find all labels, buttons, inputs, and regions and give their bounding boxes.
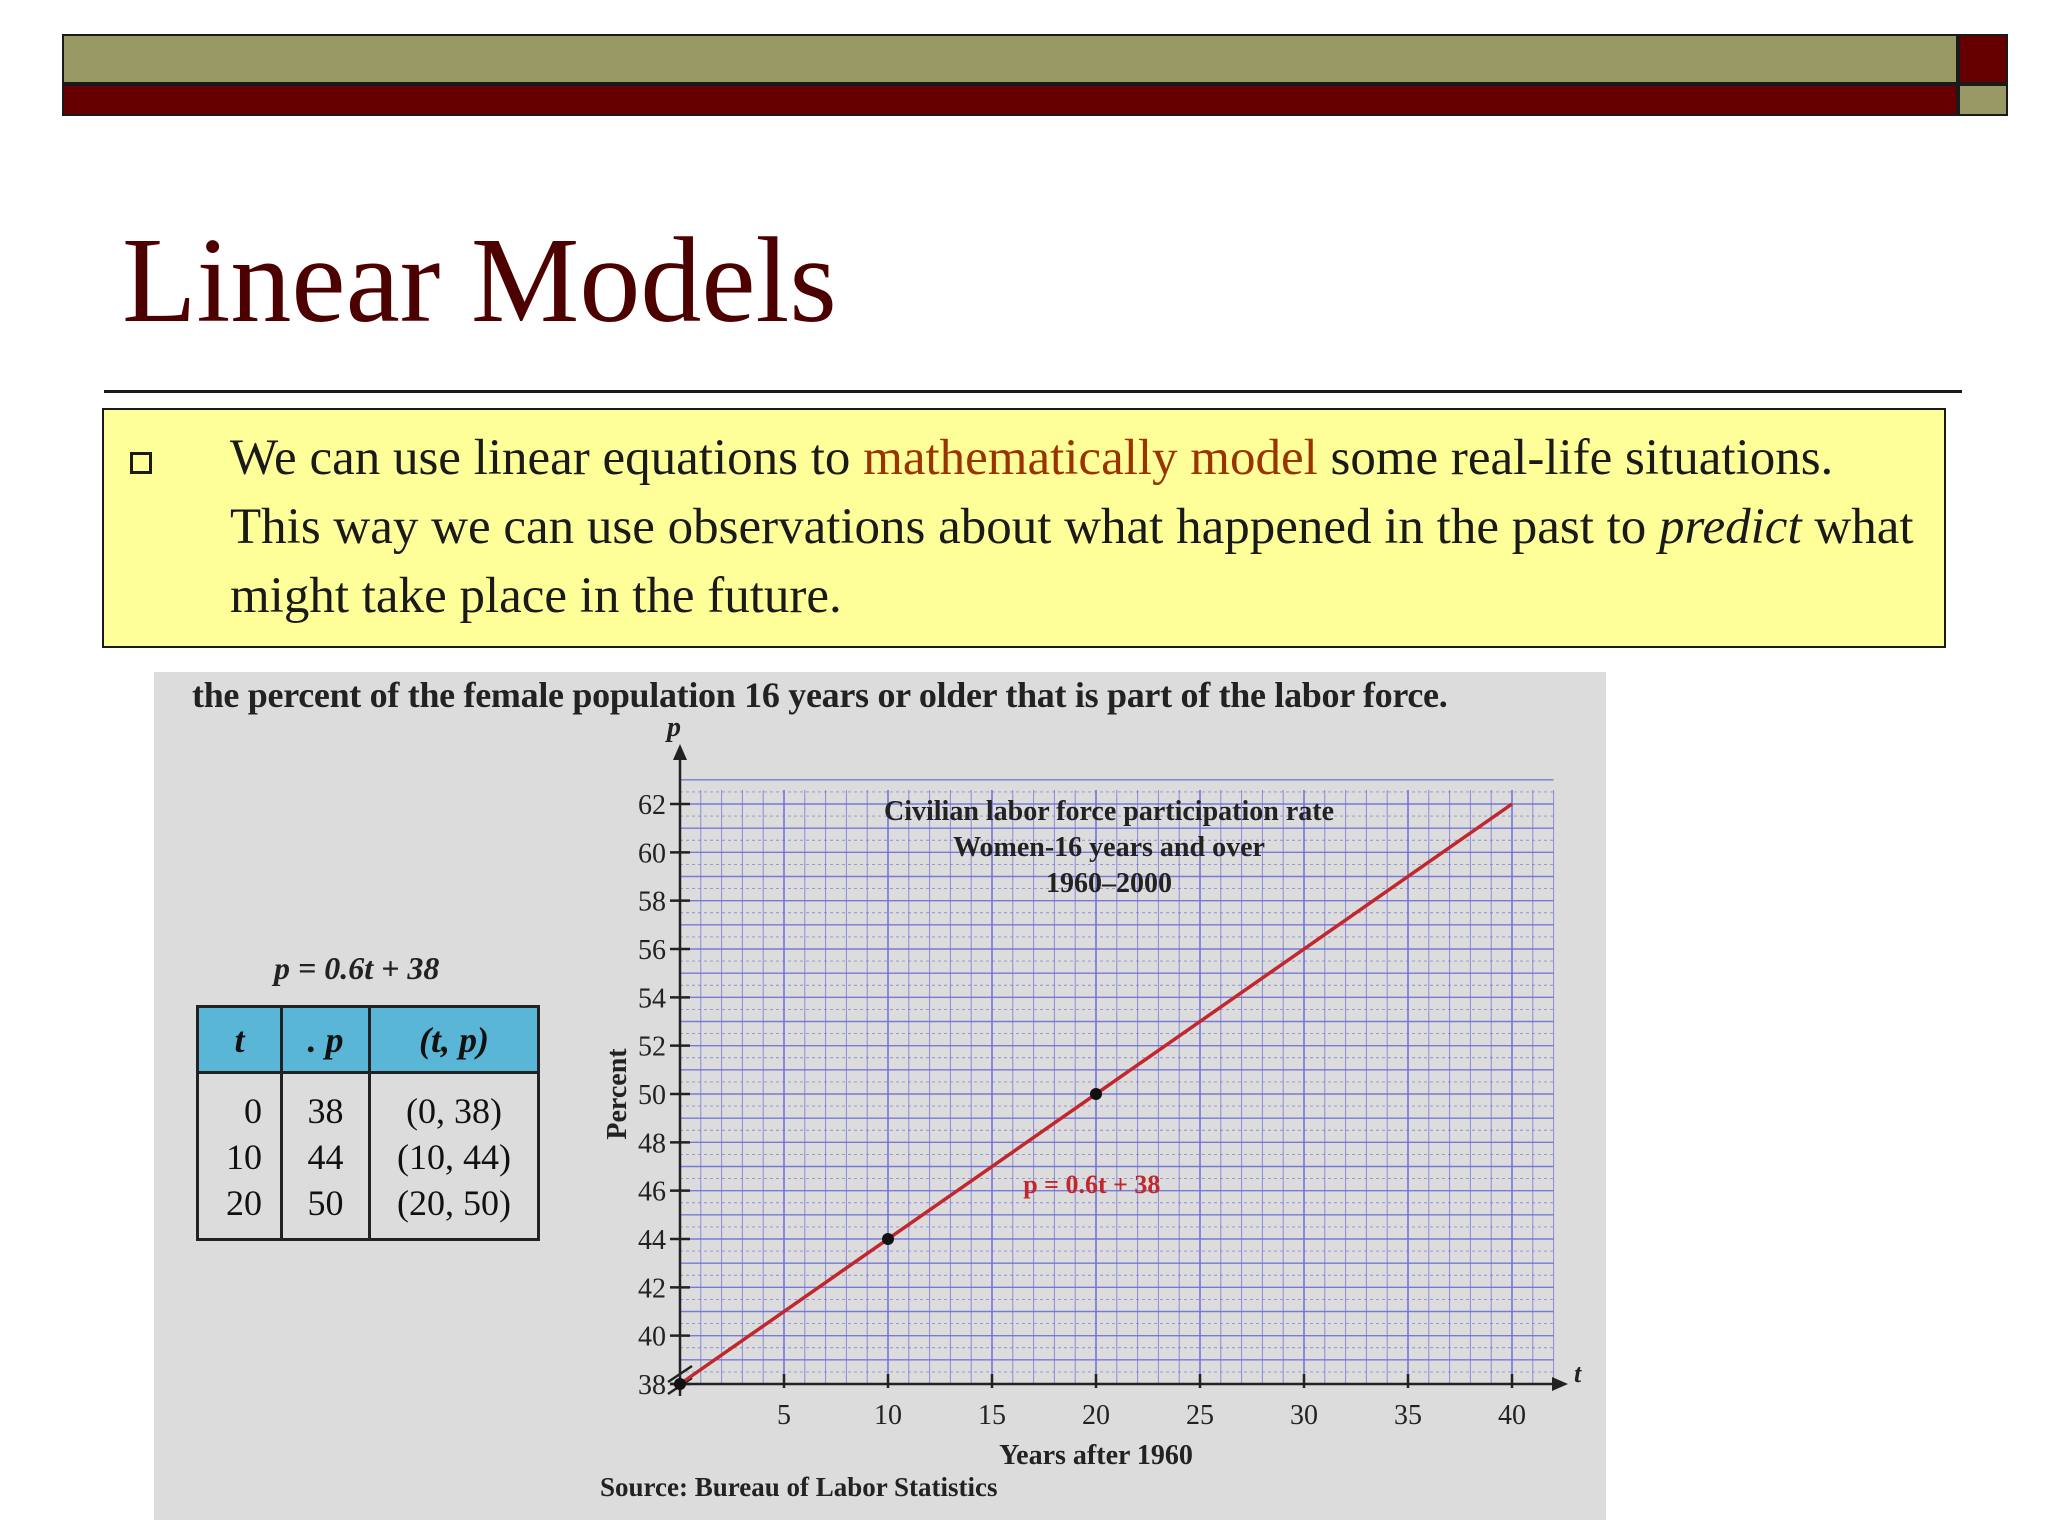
y-tick-label: 50 bbox=[638, 1080, 666, 1111]
y-axis-title: Percent bbox=[602, 1048, 633, 1140]
data-point bbox=[882, 1233, 894, 1245]
table-cell: (20, 50) bbox=[397, 1183, 511, 1223]
bullet-text-start: We can use linear equations to bbox=[230, 430, 864, 486]
table-cell: 44 bbox=[307, 1137, 344, 1177]
header-bar-olive bbox=[62, 34, 1958, 84]
chart-title-line: Civilian labor force participation rate bbox=[883, 796, 1335, 827]
line-chart bbox=[154, 672, 1606, 1520]
y-tick-label: 52 bbox=[638, 1031, 666, 1063]
hollow-square-bullet-icon bbox=[130, 452, 152, 474]
table-header-p: . p bbox=[282, 1007, 370, 1073]
bullet-callout bbox=[102, 408, 1946, 648]
y-tick-label: 56 bbox=[638, 935, 666, 966]
chart-title-line: 1960–2000 bbox=[1046, 868, 1172, 899]
y-tick-label: 60 bbox=[638, 838, 666, 870]
data-point bbox=[1090, 1088, 1102, 1100]
y-tick-label: 62 bbox=[638, 790, 666, 821]
header-corner-maroon bbox=[1958, 34, 2008, 84]
y-tick-label: 40 bbox=[638, 1321, 666, 1353]
table-header-t: t bbox=[198, 1007, 282, 1073]
x-tick-label: 35 bbox=[1394, 1400, 1422, 1431]
x-tick-label: 30 bbox=[1290, 1400, 1318, 1431]
textbook-figure bbox=[154, 672, 1606, 1520]
y-tick-label: 42 bbox=[638, 1273, 666, 1305]
y-axis-arrow bbox=[673, 744, 687, 760]
y-tick-label: 38 bbox=[638, 1370, 666, 1401]
x-tick-label: 25 bbox=[1186, 1400, 1214, 1431]
table-cell: 38 bbox=[307, 1091, 344, 1131]
y-tick-label: 46 bbox=[638, 1176, 666, 1208]
title-divider bbox=[104, 390, 1962, 393]
y-axis-variable: p bbox=[667, 712, 681, 743]
bullet-text-end: what might take place in the future. bbox=[230, 499, 1914, 624]
x-axis-arrow bbox=[1552, 1377, 1568, 1391]
line-label: p = 0.6t + 38 bbox=[1023, 1169, 1161, 1199]
table-cell: 0 bbox=[244, 1091, 262, 1131]
bullet-italic: predict bbox=[1659, 499, 1802, 555]
bullet-text-middle: some real-life situations. This way we can use observations about what happened in the past to bbox=[230, 430, 1834, 555]
table-cell: 50 bbox=[307, 1183, 344, 1223]
table-equation-label: p = 0.6t + 38 bbox=[274, 950, 440, 986]
bullet-text bbox=[230, 424, 1930, 631]
header-bar-maroon bbox=[62, 84, 1958, 116]
slide-title: Linear Models bbox=[122, 213, 837, 348]
x-axis-variable: t bbox=[1574, 1359, 1582, 1388]
figure-source: Source: Bureau of Labor Statistics bbox=[600, 1472, 998, 1502]
x-tick-label: 15 bbox=[978, 1400, 1006, 1431]
data-point bbox=[674, 1378, 686, 1390]
table-cell: (0, 38) bbox=[406, 1091, 502, 1131]
figure-caption: the percent of the female population 16 years or older that is part of the labor force. bbox=[192, 675, 1448, 715]
x-axis-title: Years after 1960 bbox=[999, 1440, 1193, 1471]
y-tick-label: 58 bbox=[638, 886, 666, 918]
table-cell: (10, 44) bbox=[397, 1137, 511, 1177]
x-tick-label: 10 bbox=[874, 1400, 902, 1431]
y-tick-label: 48 bbox=[638, 1128, 666, 1160]
table-header-pair: (t, p) bbox=[370, 1007, 539, 1073]
x-tick-label: 20 bbox=[1082, 1400, 1110, 1431]
y-tick-label: 54 bbox=[638, 983, 666, 1015]
bullet-highlight: mathematically model bbox=[863, 430, 1318, 486]
x-tick-label: 5 bbox=[777, 1400, 791, 1431]
chart-title-line: Women-16 years and over bbox=[953, 832, 1265, 863]
y-tick-label: 44 bbox=[638, 1225, 666, 1256]
header-corner-olive bbox=[1958, 84, 2008, 116]
table-cell: 10 bbox=[226, 1137, 262, 1177]
table-cell: 20 bbox=[226, 1183, 262, 1223]
x-tick-label: 40 bbox=[1498, 1400, 1526, 1431]
